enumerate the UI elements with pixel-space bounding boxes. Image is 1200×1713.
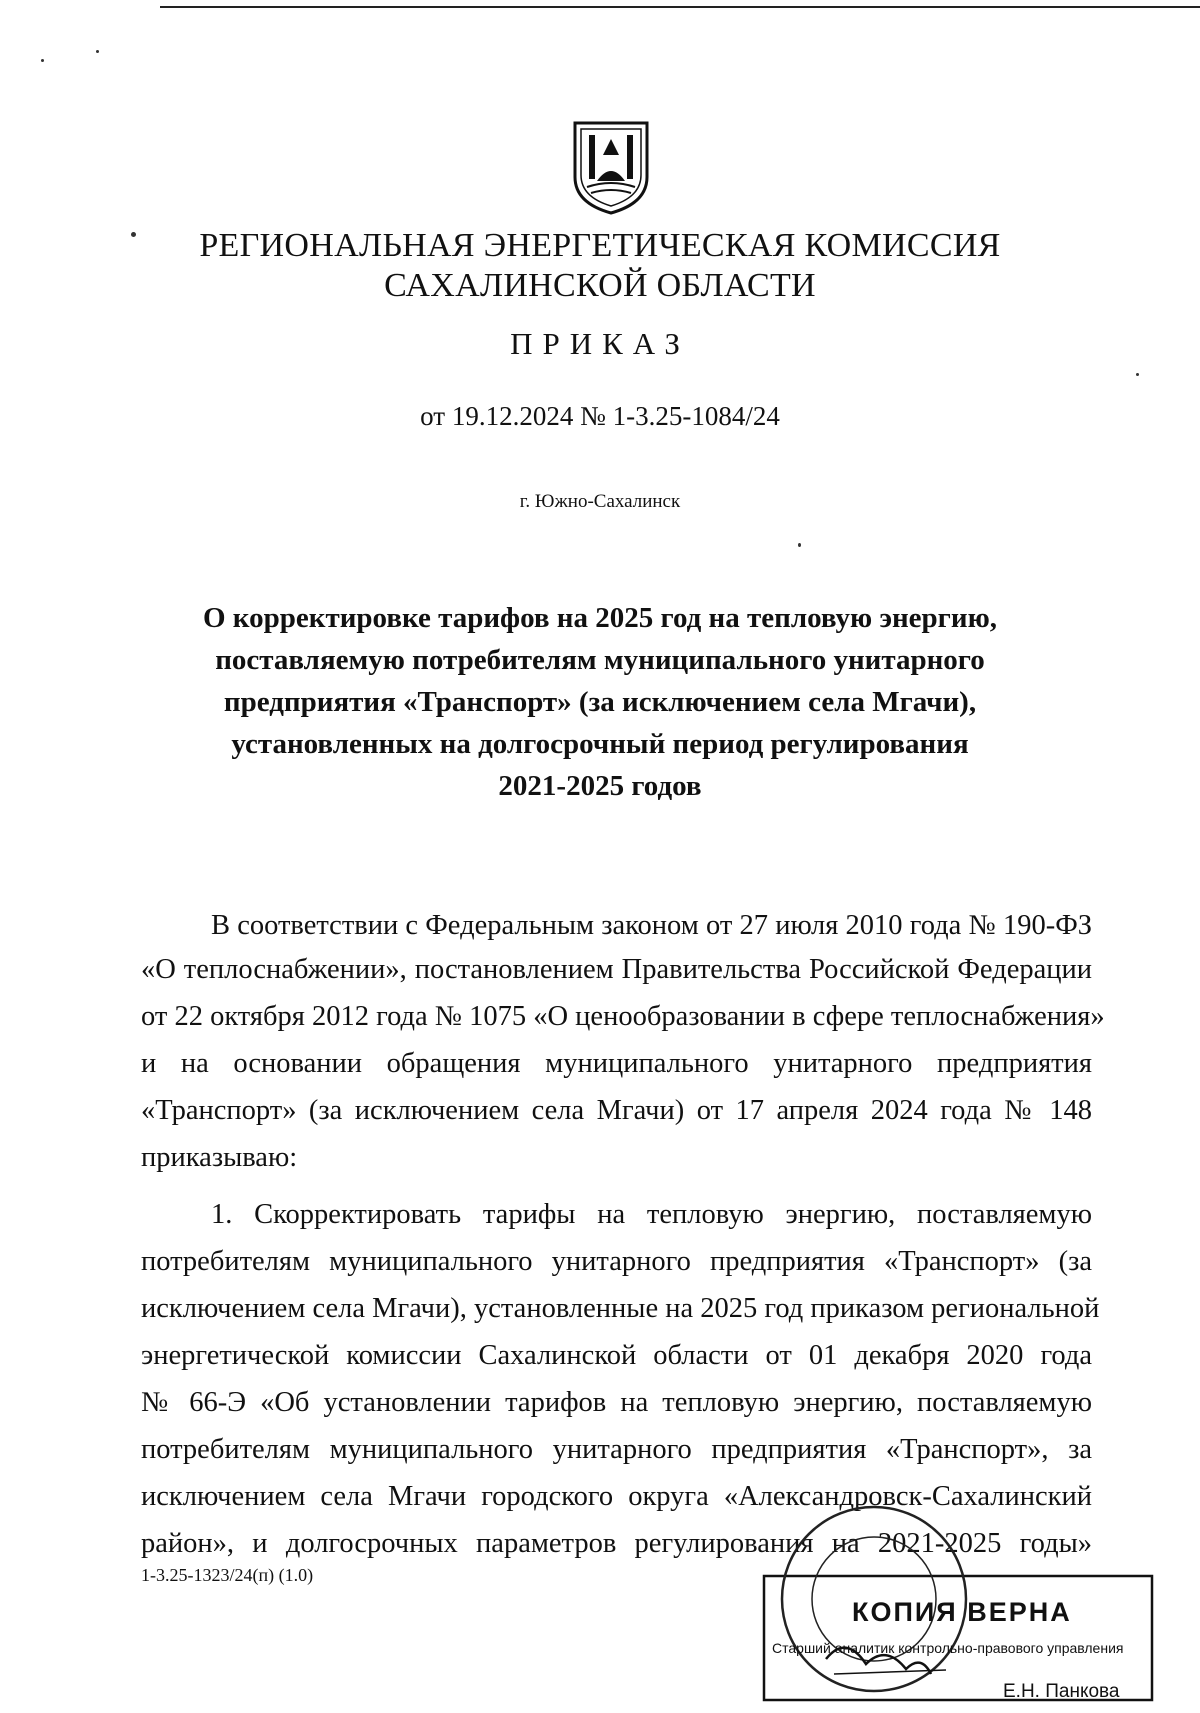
stamp-position: Старший аналитик контрольно-правового управления <box>772 1640 1124 1656</box>
body-text-line: энергетической комиссии Сахалинской области от 01 декабря 2020 года <box>141 1340 1092 1371</box>
scan-edge-line <box>160 6 1200 8</box>
coat-of-arms-emblem <box>567 117 655 217</box>
body-text-line: приказываю: <box>141 1142 298 1173</box>
footer-document-code: 1-3.25-1323/24(п) (1.0) <box>141 1565 314 1585</box>
body-text-line: В соответствии с Федеральным законом от 27 июля 2010 года № 190-ФЗ <box>211 910 1092 941</box>
body-text-line: потребителям муниципального унитарного предприятия «Транспорт» (за <box>141 1246 1092 1277</box>
organization-name-line-1: РЕГИОНАЛЬНАЯ ЭНЕРГЕТИЧЕСКАЯ КОМИССИЯ <box>199 227 1001 264</box>
document-date-number: от 19.12.2024 № 1-3.25-1084/24 <box>420 401 780 431</box>
organization-name-line-2: САХАЛИНСКОЙ ОБЛАСТИ <box>384 267 816 304</box>
body-text-line: потребителям муниципального унитарного предприятия «Транспорт», за <box>141 1434 1092 1465</box>
document-title-line: поставляемую потребителям муниципального унитарного <box>215 644 985 676</box>
scan-speck <box>41 59 44 62</box>
scan-speck <box>1136 373 1139 376</box>
document-title-line: О корректировке тарифов на 2025 год на тепловую энергию, <box>203 602 997 634</box>
body-text-line: и на основании обращения муниципального унитарного предприятия <box>141 1048 1092 1079</box>
body-text-line: «О теплоснабжении», постановлением Правительства Российской Федерации <box>141 954 1092 985</box>
body-text-line: № 66-Э «Об установлении тарифов на тепловую энергию, поставляемую <box>141 1387 1092 1418</box>
body-text-line: «Транспорт» (за исключением села Мгачи) от 17 апреля 2024 года № 148 <box>141 1095 1092 1126</box>
document-type: ПРИКАЗ <box>510 326 690 361</box>
scan-speck <box>798 543 801 547</box>
body-text-line: район», и долгосрочных параметров регулирования на 2021-2025 годы» <box>141 1528 1092 1559</box>
stamp-signer-name: Е.Н. Панкова <box>1003 1681 1120 1702</box>
body-text-line: 1. Скорректировать тарифы на тепловую энергию, поставляемую <box>211 1199 1092 1230</box>
stamp-copy-label: КОПИЯ ВЕРНА <box>852 1597 1072 1627</box>
document-city: г. Южно-Сахалинск <box>519 491 681 512</box>
document-title-line: предприятия «Транспорт» (за исключением села Мгачи), <box>223 686 977 718</box>
scan-speck <box>96 50 99 53</box>
document-title-line: установленных на долгосрочный период регулирования <box>231 728 969 760</box>
body-text-line: исключением села Мгачи городского округа «Александровск-Сахалинский <box>141 1481 1092 1512</box>
body-text-line: от 22 октября 2012 года № 1075 «О ценообразовании в сфере теплоснабжения» <box>141 1001 1105 1032</box>
document-title-line: 2021-2025 годов <box>498 770 702 802</box>
body-text-line: исключением села Мгачи), установленные на 2025 год приказом региональной <box>141 1293 1100 1324</box>
